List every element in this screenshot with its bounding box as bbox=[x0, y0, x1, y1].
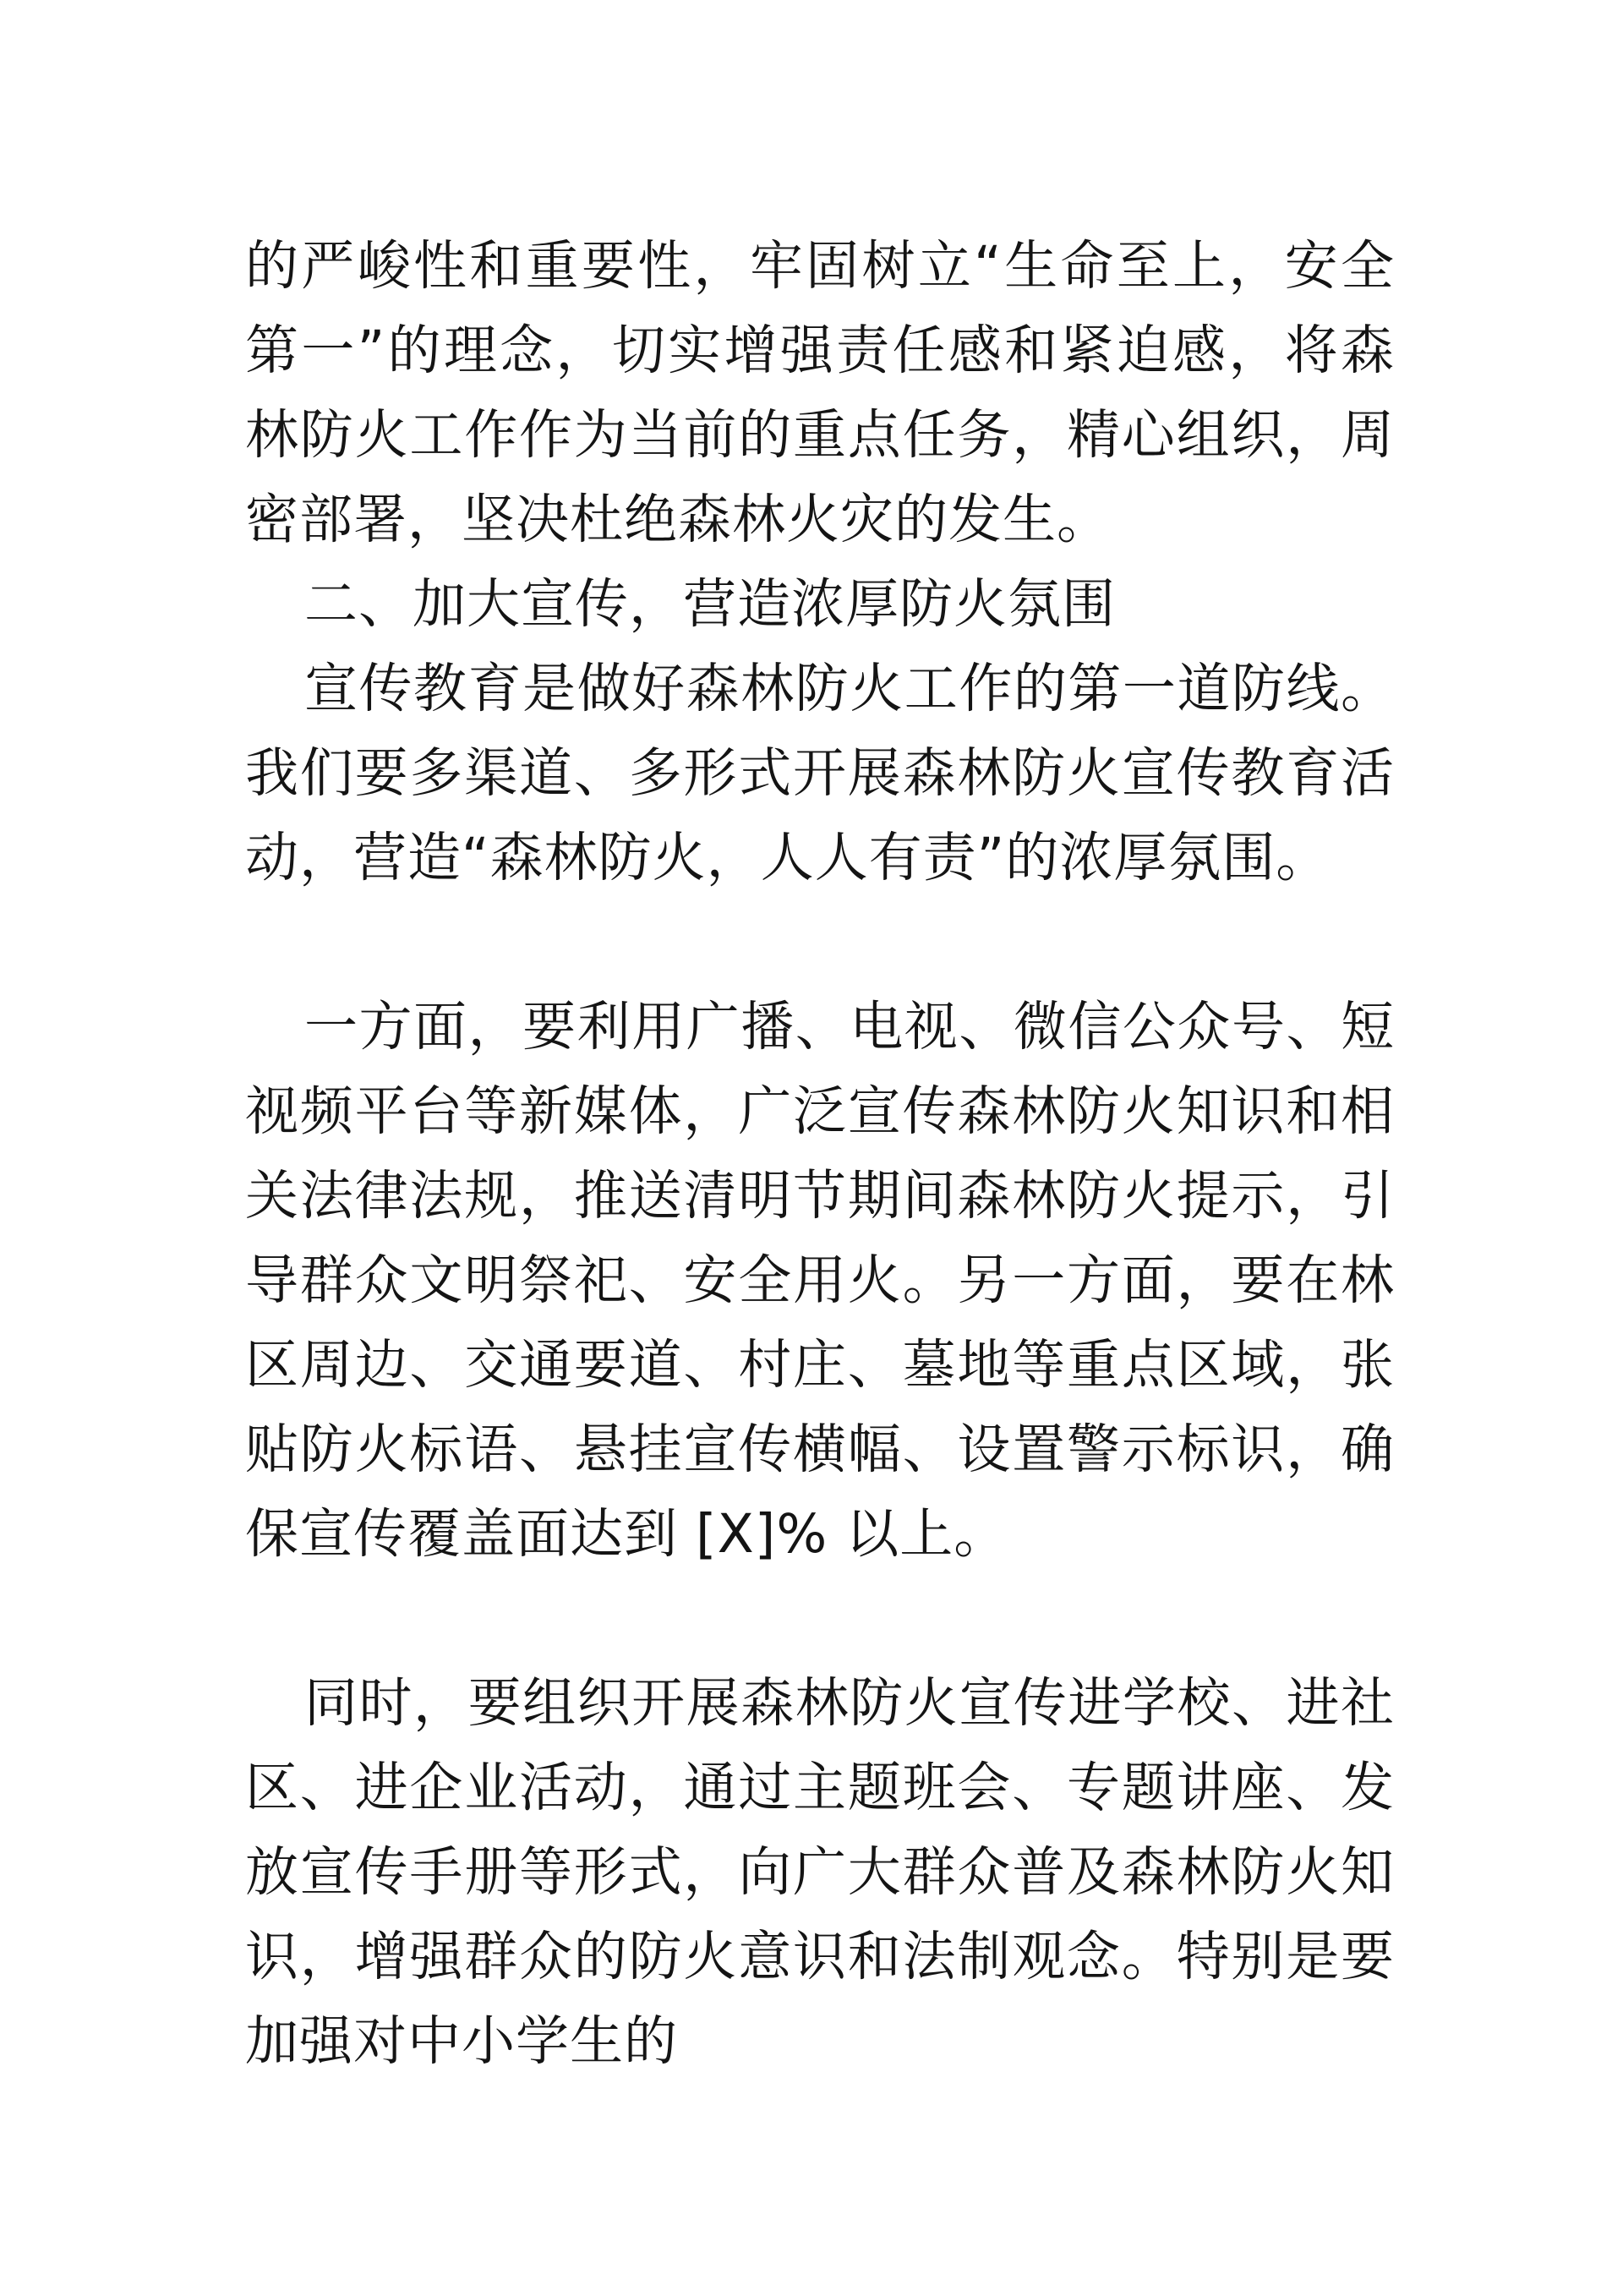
paragraph-media: 一方面，要利用广播、电视、微信公众号、短视频平台等新媒体，广泛宣传森林防火知识和相关法律法规，推送清明节期间森林防火提示，引导群众文明祭祀、安全用火。另一方面，要在林区周边、交通要道、村庄、墓地等重点区域，张贴防火标语、悬挂宣传横幅、设置警示标识，确保宣传覆盖面达到 [X]% 以上。 bbox=[245, 996, 1395, 1565]
paragraph-continuation: 的严峻性和重要性，牢固树立“生命至上，安全第一”的理念，切实增强责任感和紧迫感，将森林防火工作作为当前的重点任务，精心组织，周密部署，坚决杜绝森林火灾的发生。 bbox=[245, 235, 1395, 550]
section-heading: 二、加大宣传，营造浓厚防火氛围 bbox=[304, 573, 1116, 635]
paragraph-outreach: 同时，要组织开展森林防火宣传进学校、进社区、进企业活动，通过主题班会、专题讲座、发放宣传手册等形式，向广大群众普及森林防火知识，增强群众的防火意识和法制观念。特别是要加强对中小学生的 bbox=[245, 1672, 1395, 2072]
paragraph-intro: 宣传教育是做好森林防火工作的第一道防线。我们要多渠道、多形式开展森林防火宣传教育活动，营造“森林防火，人人有责”的浓厚氛围。 bbox=[245, 658, 1395, 888]
document-body bbox=[245, 224, 1395, 2084]
